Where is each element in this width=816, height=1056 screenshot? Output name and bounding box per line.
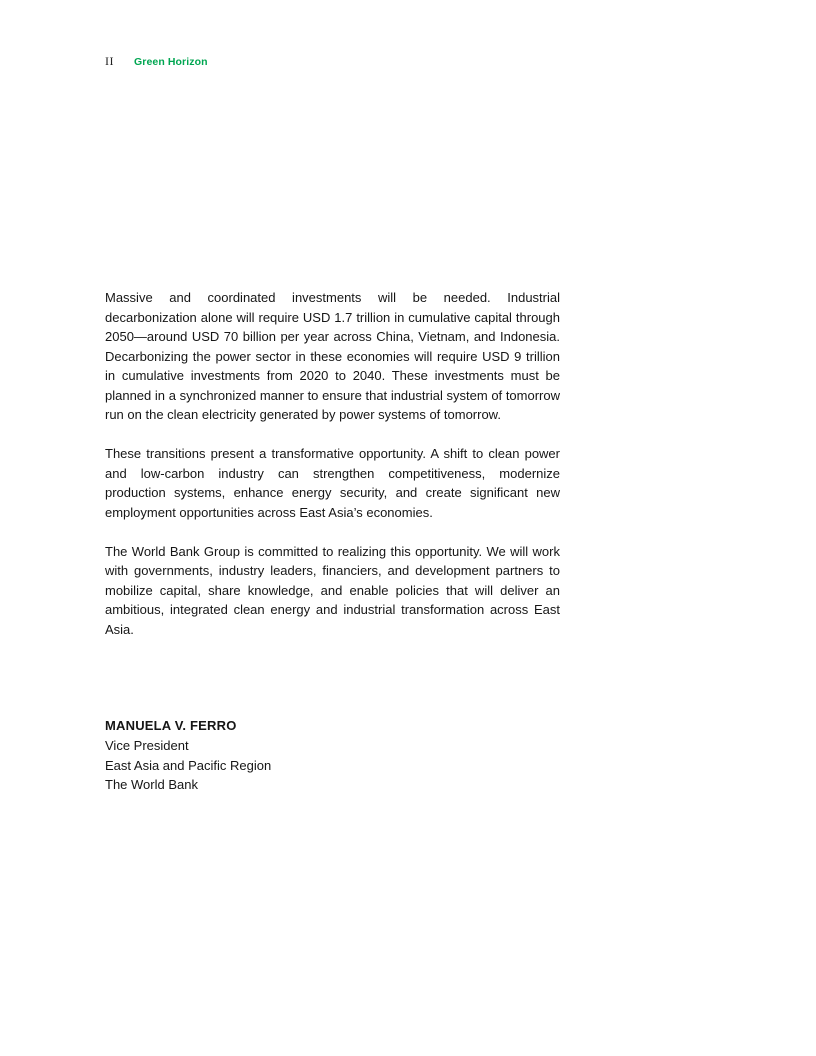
body-text <box>105 288 560 659</box>
page-header <box>105 54 208 69</box>
signatory-title: Vice President <box>105 737 189 753</box>
paragraph-opportunity: These transitions present a transformative opportunity. A shift to clean power and low-carbon industry can strengthen competitiveness, modernize production systems, enhance energy security, and create significant new employment opportunities across East Asia’s economies. <box>105 446 560 520</box>
running-title: Green Horizon <box>134 56 208 68</box>
signatory-organization: The World Bank <box>105 777 198 793</box>
signatory-name: MANUELA V. FERRO <box>105 718 237 733</box>
page-number: II <box>105 54 114 68</box>
paragraph-investments: Massive and coordinated investments will be needed. Industrial decarbonization alone will require USD 1.7 trillion in cumulative capital through 2050—around USD 70 billion per year across China, Vietnam, and Indonesia. Decarbonizing the power sector in these economies will require USD 9 trillion in cumulative investments from 2020 to 2040. These investments must be planned in a synchronized manner to ensure that industrial system of tomorrow run on the clean electricity generated by power systems of tomorrow. <box>105 290 560 422</box>
signatory-region: East Asia and Pacific Region <box>105 757 272 773</box>
signature-block <box>105 716 271 795</box>
paragraph-commitment: The World Bank Group is committed to realizing this opportunity. We will work with governments, industry leaders, financiers, and development partners to mobilize capital, share knowledge, and enable policies that will deliver an ambitious, integrated clean energy and industrial transformation across East Asia. <box>105 543 560 637</box>
